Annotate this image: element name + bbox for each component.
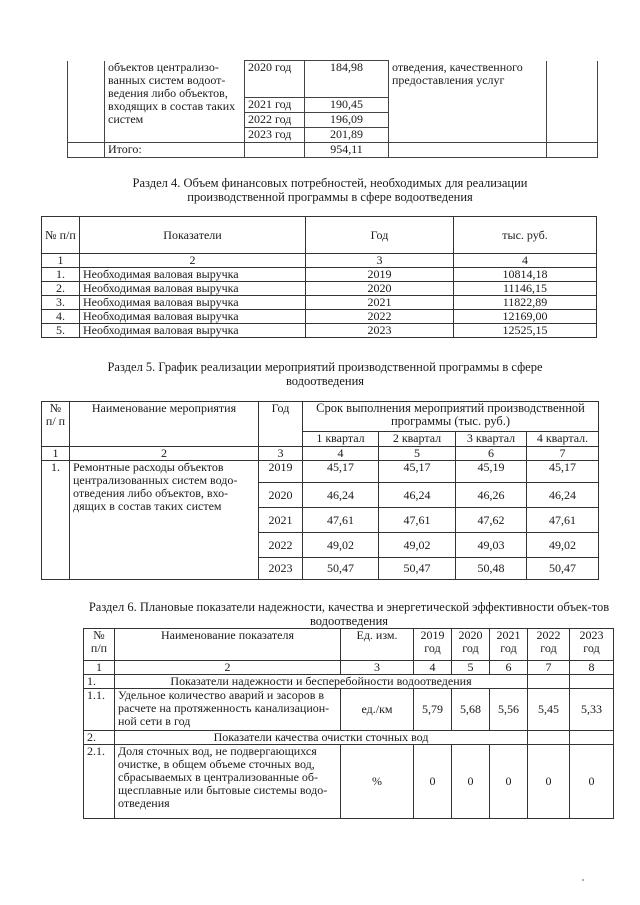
header-q2: 2 квартал [379, 432, 456, 447]
table3-continuation [67, 60, 598, 158]
cell-empty [389, 143, 547, 158]
q3-value: 49,03 [456, 533, 527, 558]
group-row [84, 675, 614, 689]
col-number: 6 [490, 661, 528, 675]
q4-value: 46,24 [527, 483, 599, 508]
col-number: 3 [259, 447, 303, 461]
table-row [84, 689, 614, 731]
row-number: 1.1. [84, 689, 115, 731]
col-number: 1 [42, 447, 70, 461]
col-number: 6 [456, 447, 527, 461]
table-row [42, 461, 599, 483]
header-year: 2019 год [414, 629, 452, 661]
cell-empty [68, 143, 105, 158]
header-amount: тыс. руб. [454, 217, 597, 254]
header-year: Год [259, 402, 303, 447]
table-row [42, 282, 597, 296]
total-label: Итого: [105, 143, 245, 158]
row-unit: ед./км [341, 689, 414, 731]
row-year: 2021 [306, 296, 454, 310]
table-row [42, 324, 597, 338]
q1-value: 46,24 [303, 483, 379, 508]
cell-empty [547, 61, 598, 143]
header-year: Год [306, 217, 454, 254]
col-number: 4 [303, 447, 379, 461]
header-number: № п/п [42, 217, 80, 254]
col-number: 2 [115, 661, 341, 675]
q4-value: 49,02 [527, 533, 599, 558]
q2-value: 46,24 [379, 483, 456, 508]
cell-empty [68, 61, 105, 143]
row-value-2022: 0 [528, 745, 570, 819]
scan-speck [582, 879, 584, 881]
q4-value: 47,61 [527, 508, 599, 533]
row-number: 3. [42, 296, 80, 310]
row-year: 2023 [259, 558, 303, 580]
q2-value: 45,17 [379, 461, 456, 483]
value-cell: 196,09 [305, 113, 389, 128]
row-value-2020: 0 [452, 745, 490, 819]
q1-value: 49,02 [303, 533, 379, 558]
header-q3: 3 квартал [456, 432, 527, 447]
row-value-2019: 5,79 [414, 689, 452, 731]
row-indicator: Необходимая валовая выручка [80, 324, 306, 338]
row-number: 2.1. [84, 745, 115, 819]
header-year: 2022 год [528, 629, 570, 661]
row-value-2019: 0 [414, 745, 452, 819]
header-period: Срок выполнения мероприятий производственной программы (тыс. руб.) [303, 402, 599, 432]
header-number: № п/п [84, 629, 115, 661]
cell-empty [245, 143, 305, 158]
measure-description: объектов централизо-ванных систем водоот-ведения либо объектов, входящих в состав таких систем [105, 61, 245, 143]
header-year: 2020 год [452, 629, 490, 661]
section5-title: Раздел 5. График реализации мероприятий производственной программы в сфере водоотведения [107, 360, 543, 388]
effect-cell: отведения, качественного предоставления услуг [389, 61, 547, 143]
q3-value: 46,26 [456, 483, 527, 508]
year-cell: 2021 год [245, 98, 305, 113]
row-indicator-name: Удельное количество аварий и засоров в расчете на протяженность канализацион-ной сети в год [115, 689, 341, 731]
col-number: 2 [70, 447, 259, 461]
q2-value: 49,02 [379, 533, 456, 558]
row-year: 2022 [259, 533, 303, 558]
value-cell: 201,89 [305, 128, 389, 143]
row-indicator: Необходимая валовая выручка [80, 282, 306, 296]
row-value: 10814,18 [454, 268, 597, 282]
row-number: 1. [42, 268, 80, 282]
cell-empty [528, 731, 570, 745]
row-unit: % [341, 745, 414, 819]
q1-value: 47,61 [303, 508, 379, 533]
group-title: Показатели качества очистки сточных вод [115, 731, 528, 745]
col-number: 1 [42, 254, 80, 268]
row-value-2021: 0 [490, 745, 528, 819]
row-indicator-name: Доля сточных вод, не подвергающихся очистке, в общем объеме сточных вод, сбрасываемых в централизованные об-щесплавные или бытовые системы водо-отведения [115, 745, 341, 819]
header-unit: Ед. изм. [341, 629, 414, 661]
cell-empty [528, 675, 570, 689]
year-cell: 2020 год [245, 61, 305, 98]
row-value: 11146,15 [454, 282, 597, 296]
year-cell: 2023 год [245, 128, 305, 143]
q3-value: 45,19 [456, 461, 527, 483]
col-number: 3 [306, 254, 454, 268]
cell-empty [570, 675, 614, 689]
q2-value: 47,61 [379, 508, 456, 533]
header-indicator: Показатели [80, 217, 306, 254]
total-value: 954,11 [305, 143, 389, 158]
row-value-2021: 5,56 [490, 689, 528, 731]
table-row [42, 310, 597, 324]
header-q1: 1 квартал [303, 432, 379, 447]
section4-title: Раздел 4. Объем финансовых потребностей, необходимых для реализации производственной программы в сфере водоотведения [132, 176, 528, 204]
table-row [42, 268, 597, 282]
table-row [42, 296, 597, 310]
group-number: 2. [84, 731, 115, 745]
col-number: 4 [454, 254, 597, 268]
section4-table [41, 216, 597, 338]
row-number: 1. [42, 461, 70, 580]
value-cell: 184,98 [305, 61, 389, 98]
row-value-2020: 5,68 [452, 689, 490, 731]
row-value-2023: 5,33 [570, 689, 614, 731]
header-year: 2023 год [570, 629, 614, 661]
row-indicator: Необходимая валовая выручка [80, 310, 306, 324]
q3-value: 47,62 [456, 508, 527, 533]
row-year: 2019 [306, 268, 454, 282]
header-indicator-name: Наименование показателя [115, 629, 341, 661]
table-row [84, 745, 614, 819]
row-year: 2019 [259, 461, 303, 483]
row-number: 5. [42, 324, 80, 338]
group-title: Показатели надежности и бесперебойности водоотведения [115, 675, 528, 689]
row-year: 2020 [259, 483, 303, 508]
row-value: 12525,15 [454, 324, 597, 338]
header-q4: 4 квартал. [527, 432, 599, 447]
section5-table [41, 401, 599, 580]
q1-value: 45,17 [303, 461, 379, 483]
group-number: 1. [84, 675, 115, 689]
row-year: 2023 [306, 324, 454, 338]
row-year: 2021 [259, 508, 303, 533]
row-value: 11822,89 [454, 296, 597, 310]
col-number: 1 [84, 661, 115, 675]
row-year: 2022 [306, 310, 454, 324]
section6-title: Раздел 6. Плановые показатели надежности, качества и энергетической эффективности объек-тов водоотведения [88, 600, 610, 628]
q3-value: 50,48 [456, 558, 527, 580]
row-number: 2. [42, 282, 80, 296]
header-year: 2021 год [490, 629, 528, 661]
year-cell: 2022 год [245, 113, 305, 128]
row-value-2022: 5,45 [528, 689, 570, 731]
row-indicator: Необходимая валовая выручка [80, 268, 306, 282]
q4-value: 45,17 [527, 461, 599, 483]
row-indicator: Необходимая валовая выручка [80, 296, 306, 310]
col-number: 8 [570, 661, 614, 675]
row-value: 12169,00 [454, 310, 597, 324]
q4-value: 50,47 [527, 558, 599, 580]
header-measure-name: Наименование мероприятия [70, 402, 259, 447]
measure-name: Ремонтные расходы объектов централизованных систем водо-отведения либо объектов, вхо-дящих в состав таких систем [70, 461, 259, 580]
col-number: 5 [379, 447, 456, 461]
q1-value: 50,47 [303, 558, 379, 580]
row-number: 4. [42, 310, 80, 324]
col-number: 5 [452, 661, 490, 675]
col-number: 3 [341, 661, 414, 675]
cell-empty [547, 143, 598, 158]
row-value-2023: 0 [570, 745, 614, 819]
col-number: 7 [527, 447, 599, 461]
col-number: 4 [414, 661, 452, 675]
cell-empty [570, 731, 614, 745]
value-cell: 190,45 [305, 98, 389, 113]
col-number: 7 [528, 661, 570, 675]
row-year: 2020 [306, 282, 454, 296]
col-number: 2 [80, 254, 306, 268]
q2-value: 50,47 [379, 558, 456, 580]
header-number: № п/ п [42, 402, 70, 447]
group-row [84, 731, 614, 745]
section6-table [83, 628, 614, 819]
